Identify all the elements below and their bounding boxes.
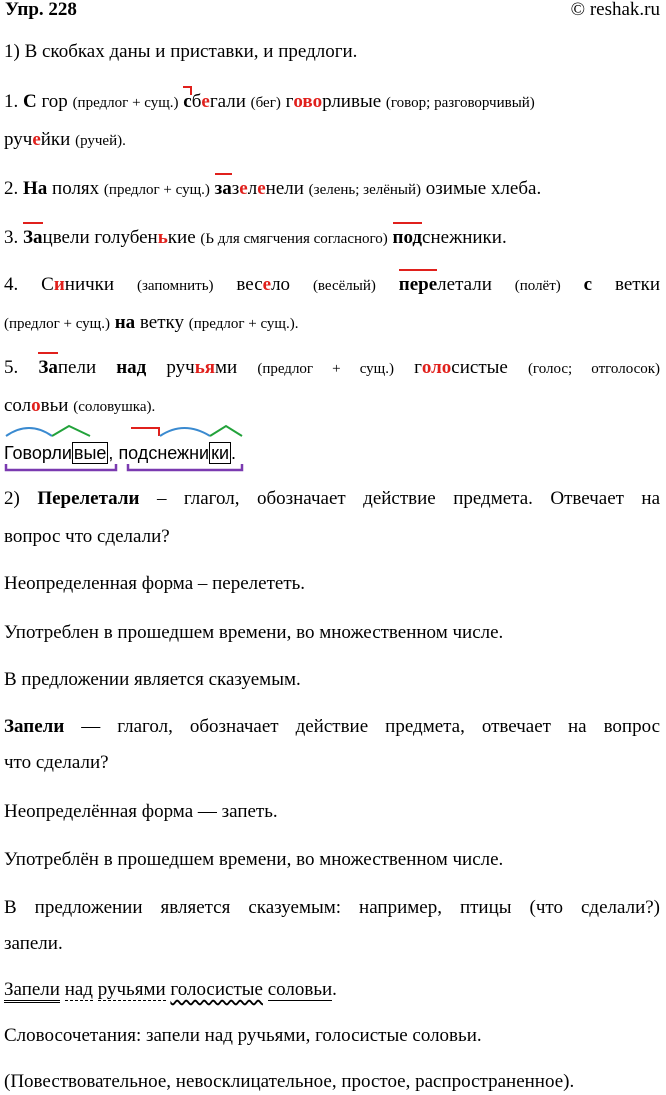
part2-p7: Употреблён в прошедшем времени, во множественном числе. <box>4 849 504 870</box>
part2-p5: Запели — глагол, обозначает действие предмета, отвечает на вопрос <box>4 716 661 737</box>
exercise-number: Упр. 228 <box>5 0 77 20</box>
part2-p4: В предложении является сказуемым. <box>4 669 301 690</box>
part2-p8-line2: запели. <box>4 933 63 954</box>
word-govorlivye: говорливые <box>285 91 382 112</box>
sentence-1-line-1: 1. С гор (предлог + сущ.) сбегали (бег) говорливые (говор; разговорчивый) <box>4 91 535 112</box>
part2-p5-line2: что сделали? <box>4 752 109 773</box>
predicate: Запели <box>4 979 60 1003</box>
subject: соловьи <box>267 979 333 1000</box>
adverbial-prep: над <box>64 979 93 1000</box>
part2-p1-line2: вопрос что сделали? <box>4 526 170 547</box>
part2-p2: Неопределенная форма – перелететь. <box>4 573 306 594</box>
site-credit: © reshak.ru <box>570 0 660 20</box>
part2-p10: (Повествовательное, невосклицательное, простое, распространенное). <box>4 1071 575 1092</box>
morpheme-schema: Говорли вые , подснежни ки . <box>4 440 660 466</box>
part2-p9: Словосочетания: запели над ручьями, голосистые соловьи. <box>4 1025 482 1046</box>
sentence-4-line-1: 4. Синички (запомнить) весело (весёлый) перелетали (полёт) с ветки <box>4 274 660 295</box>
part2-p6: Неопределённая форма — запеть. <box>4 801 278 822</box>
sentence-3: 3. Зацвели голубенькие (Ь для смягчения согласного) подснежники. <box>4 227 507 248</box>
word-sbegali: сбегали <box>183 91 246 112</box>
part2-p8: В предложении является сказуемым: например, птицы (что сделали?) <box>4 897 660 918</box>
page-header <box>5 0 660 22</box>
attribute: голосистые <box>170 979 263 1000</box>
part1-intro: 1) В скобках даны и приставки, и предлоги. <box>4 41 358 62</box>
sentence-4-line-2: (предлог + сущ.) на ветку (предлог + сущ.). <box>4 312 299 333</box>
part2-p1: 2) Перелетали – глагол, обозначает действие предмета. Отвечает на <box>4 488 661 509</box>
sentence-5-line-2: соловьи (соловушка). <box>4 395 156 416</box>
adverbial: ручьями <box>97 979 166 1000</box>
sentence-5-line-1: 5. Запели над ручьями (предлог + сущ.) голосистые (голос; отголосок) <box>4 357 661 378</box>
part2-p3: Употреблен в прошедшем времени, во множественном числе. <box>4 622 504 643</box>
sentence-parse: Запели над ручьями голосистые соловьи. <box>4 978 660 1002</box>
sentence-2: 2. На полях (предлог + сущ.) зазеленели (зелень; зелёный) озимые хлеба. <box>4 178 542 199</box>
morpheme-marks <box>4 426 264 476</box>
sentence-1-line-2: ручейки (ручей). <box>4 129 126 150</box>
